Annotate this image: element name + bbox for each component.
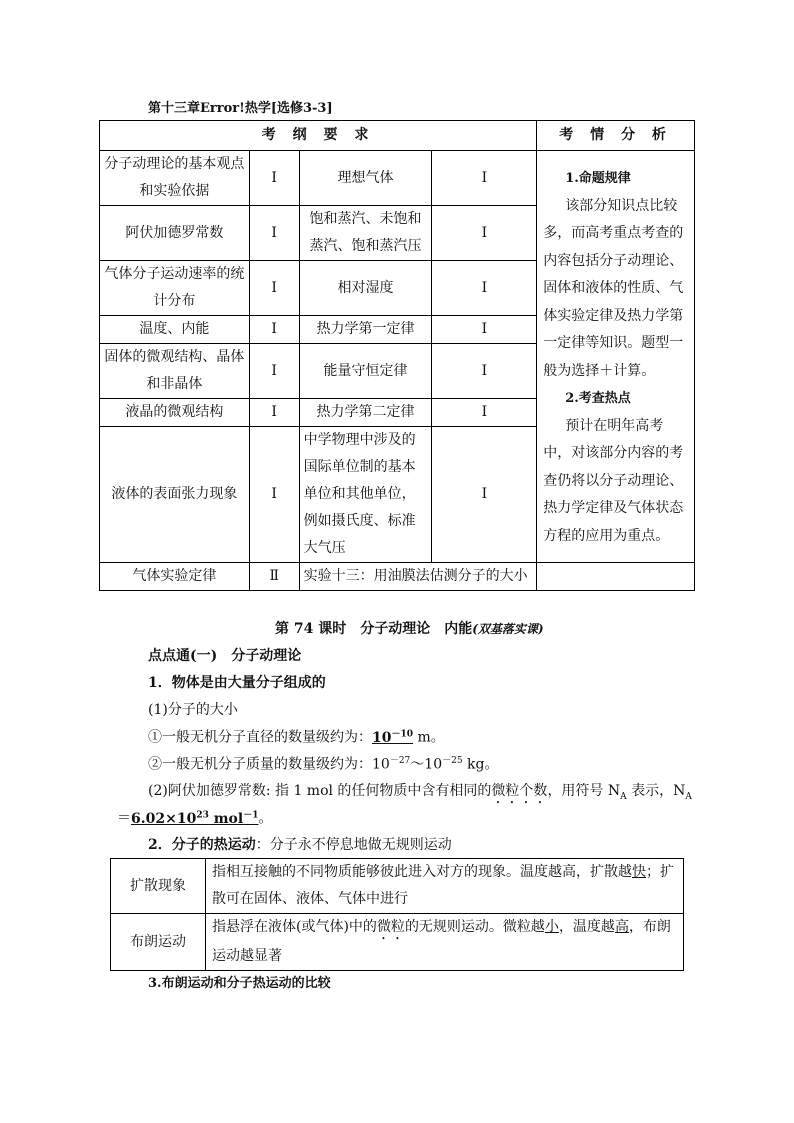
- mass-exp-2: －25: [442, 756, 463, 766]
- analysis-paragraph-2: 预计在明年高考中，对该部分内容的考查仍将以分子动理论、热力学定律及气体状态方程的应用为重点。: [543, 417, 684, 544]
- topic-cell: 阿伏加德罗常数: [100, 206, 250, 261]
- mass-exp-1: －27: [389, 756, 411, 766]
- syllabus-table: [99, 120, 695, 591]
- brownian-underline-1: 小: [544, 919, 559, 935]
- diameter-exp: －10: [391, 729, 414, 739]
- topic-cell: 液晶的微观结构: [100, 399, 250, 427]
- avogadro-exp: 23: [196, 810, 209, 820]
- mass-text: ②一般无机分子质量的数量级约为：10: [148, 756, 390, 773]
- topic-cell: 固体的微观结构、晶体和非晶体: [100, 344, 250, 399]
- diffusion-underline: 快: [632, 864, 646, 880]
- syllabus-header-row: [100, 121, 695, 151]
- avogadro-symbol-text: ，用符号 N: [547, 783, 621, 799]
- item-1a: (1)分子的大小: [148, 702, 238, 718]
- topic-cell: 液体的表面张力现象: [100, 427, 250, 563]
- item-1b-line2: [117, 807, 272, 828]
- analysis-cell: [537, 151, 695, 563]
- level-cell: Ⅰ: [432, 344, 537, 399]
- mass-mid: ～10: [410, 756, 443, 773]
- topic-cell: 气体实验定律: [100, 563, 250, 591]
- item-2-heading: 2．分子的热运动: [148, 837, 256, 853]
- mass-unit: kg。: [462, 756, 499, 773]
- diffusion-text: [206, 859, 684, 914]
- brownian-text-c: ，温度越: [558, 919, 615, 935]
- avogadro-symbol-text-2: 表示，N: [626, 783, 686, 799]
- item-2-text: ：分子永不停息地做无规则运动: [255, 837, 452, 853]
- table-row: [111, 859, 684, 914]
- experiment-cell: 实验十三：用油膜法估测分子的大小: [299, 563, 537, 591]
- item-1a-1-text: ①一般无机分子直径的数量级约为：: [148, 729, 372, 746]
- topic-cell: 气体分子运动速率的统计分布: [100, 261, 250, 316]
- lesson-title-main: 第 74 课时 分子动理论 内能: [275, 621, 473, 637]
- brownian-label: 布朗运动: [111, 914, 206, 971]
- item-1a-1: [148, 726, 445, 747]
- level-cell: Ⅱ: [249, 563, 299, 591]
- header-analysis: 考 情 分 析: [537, 121, 695, 151]
- level-cell: Ⅰ: [249, 316, 299, 344]
- avogadro-text: (2)阿伏加德罗常数: 指 1 mol 的任何物质中含有相同的: [148, 783, 492, 799]
- item-3-heading: 3.布朗运动和分子热运动的比较: [148, 976, 331, 991]
- avogadro-equals: ＝: [117, 810, 131, 827]
- analysis-heading-1: 1.命题规律: [565, 171, 631, 186]
- brownian-text-d: ，布朗运动越显著: [212, 919, 671, 964]
- brownian-emphasis: 微粒: [376, 919, 405, 935]
- level-cell: Ⅰ: [249, 151, 299, 206]
- diameter-unit: m。: [413, 729, 445, 746]
- avogadro-unit-exp: －1: [243, 810, 259, 820]
- brownian-text-a: 指悬浮在液体(或气体)中的: [212, 919, 377, 935]
- avogadro-end: 。: [258, 810, 273, 827]
- avogadro-base: 6.02×10: [131, 810, 197, 827]
- header-requirements: 考 纲 要 求: [100, 121, 537, 151]
- level-cell: Ⅰ: [432, 399, 537, 427]
- avogadro-value: [131, 811, 258, 827]
- analysis-paragraph-1: 该部分知识点比较多，而高考重点考查的内容包括分子动理论、固体和液体的性质、气体实验定律及热力学第一定律等知识。题型一般为选择＋计算。: [543, 197, 684, 379]
- topic-cell: 相对湿度: [299, 261, 432, 316]
- topic-cell: 能量守恒定律: [299, 344, 432, 399]
- avogadro-unit: mol: [208, 810, 244, 827]
- item-1a-2: [148, 753, 498, 774]
- level-cell: Ⅰ: [249, 344, 299, 399]
- table-row: [111, 914, 684, 971]
- topic-cell: 中学物理中涉及的国际单位制的基本单位和其他单位，例如摄氏度、标准大气压: [299, 427, 432, 563]
- level-cell: Ⅰ: [432, 427, 537, 563]
- diffusion-text-a: 指相互接触的不同物质能够彼此进入对方的现象。温度越高，扩散越: [212, 864, 632, 880]
- item-1b: [148, 780, 692, 807]
- motion-table: [110, 858, 684, 971]
- topic-cell: 饱和蒸汽、未饱和蒸汽、饱和蒸汽压: [299, 206, 432, 261]
- level-cell: Ⅰ: [432, 261, 537, 316]
- brownian-underline-2: 高: [614, 919, 629, 935]
- diffusion-label: 扩散现象: [111, 859, 206, 914]
- empty-cell: [537, 563, 695, 591]
- level-cell: Ⅰ: [249, 399, 299, 427]
- item-2: [148, 834, 452, 854]
- diffusion-text-b: ；扩散可在固体、液体、气体中进行: [212, 864, 674, 907]
- brownian-text-b: 的无规则运动。微粒越: [404, 919, 545, 935]
- table-row: [100, 563, 695, 591]
- topic-cell: 热力学第一定律: [299, 316, 432, 344]
- diameter-value: [372, 730, 413, 746]
- level-cell: Ⅰ: [432, 316, 537, 344]
- topic-cell: 温度、内能: [100, 316, 250, 344]
- level-cell: Ⅰ: [249, 206, 299, 261]
- section-heading: 点点通(一) 分子动理论: [148, 648, 302, 664]
- lesson-title: [275, 618, 544, 638]
- diameter-base: 10: [372, 729, 392, 746]
- topic-cell: 理想气体: [299, 151, 432, 206]
- item-1-heading: 1．物体是由大量分子组成的: [148, 675, 326, 691]
- table-row: [100, 151, 695, 206]
- topic-cell: 热力学第二定律: [299, 399, 432, 427]
- analysis-heading-2: 2.考查热点: [565, 391, 631, 406]
- topic-cell: 分子动理论的基本观点和实验依据: [100, 151, 250, 206]
- brownian-text: [206, 914, 684, 971]
- level-cell: Ⅰ: [249, 427, 299, 563]
- chapter-title: 第十三章Error!热学[选修3-3]: [148, 101, 333, 116]
- level-cell: Ⅰ: [249, 261, 299, 316]
- avogadro-sub: A: [620, 791, 627, 802]
- level-cell: Ⅰ: [432, 151, 537, 206]
- avogadro-emphasis: 微粒个数: [491, 783, 548, 799]
- level-cell: Ⅰ: [432, 206, 537, 261]
- lesson-subtitle: (双基落实课): [472, 622, 544, 636]
- avogadro-sub-2: A: [685, 791, 692, 802]
